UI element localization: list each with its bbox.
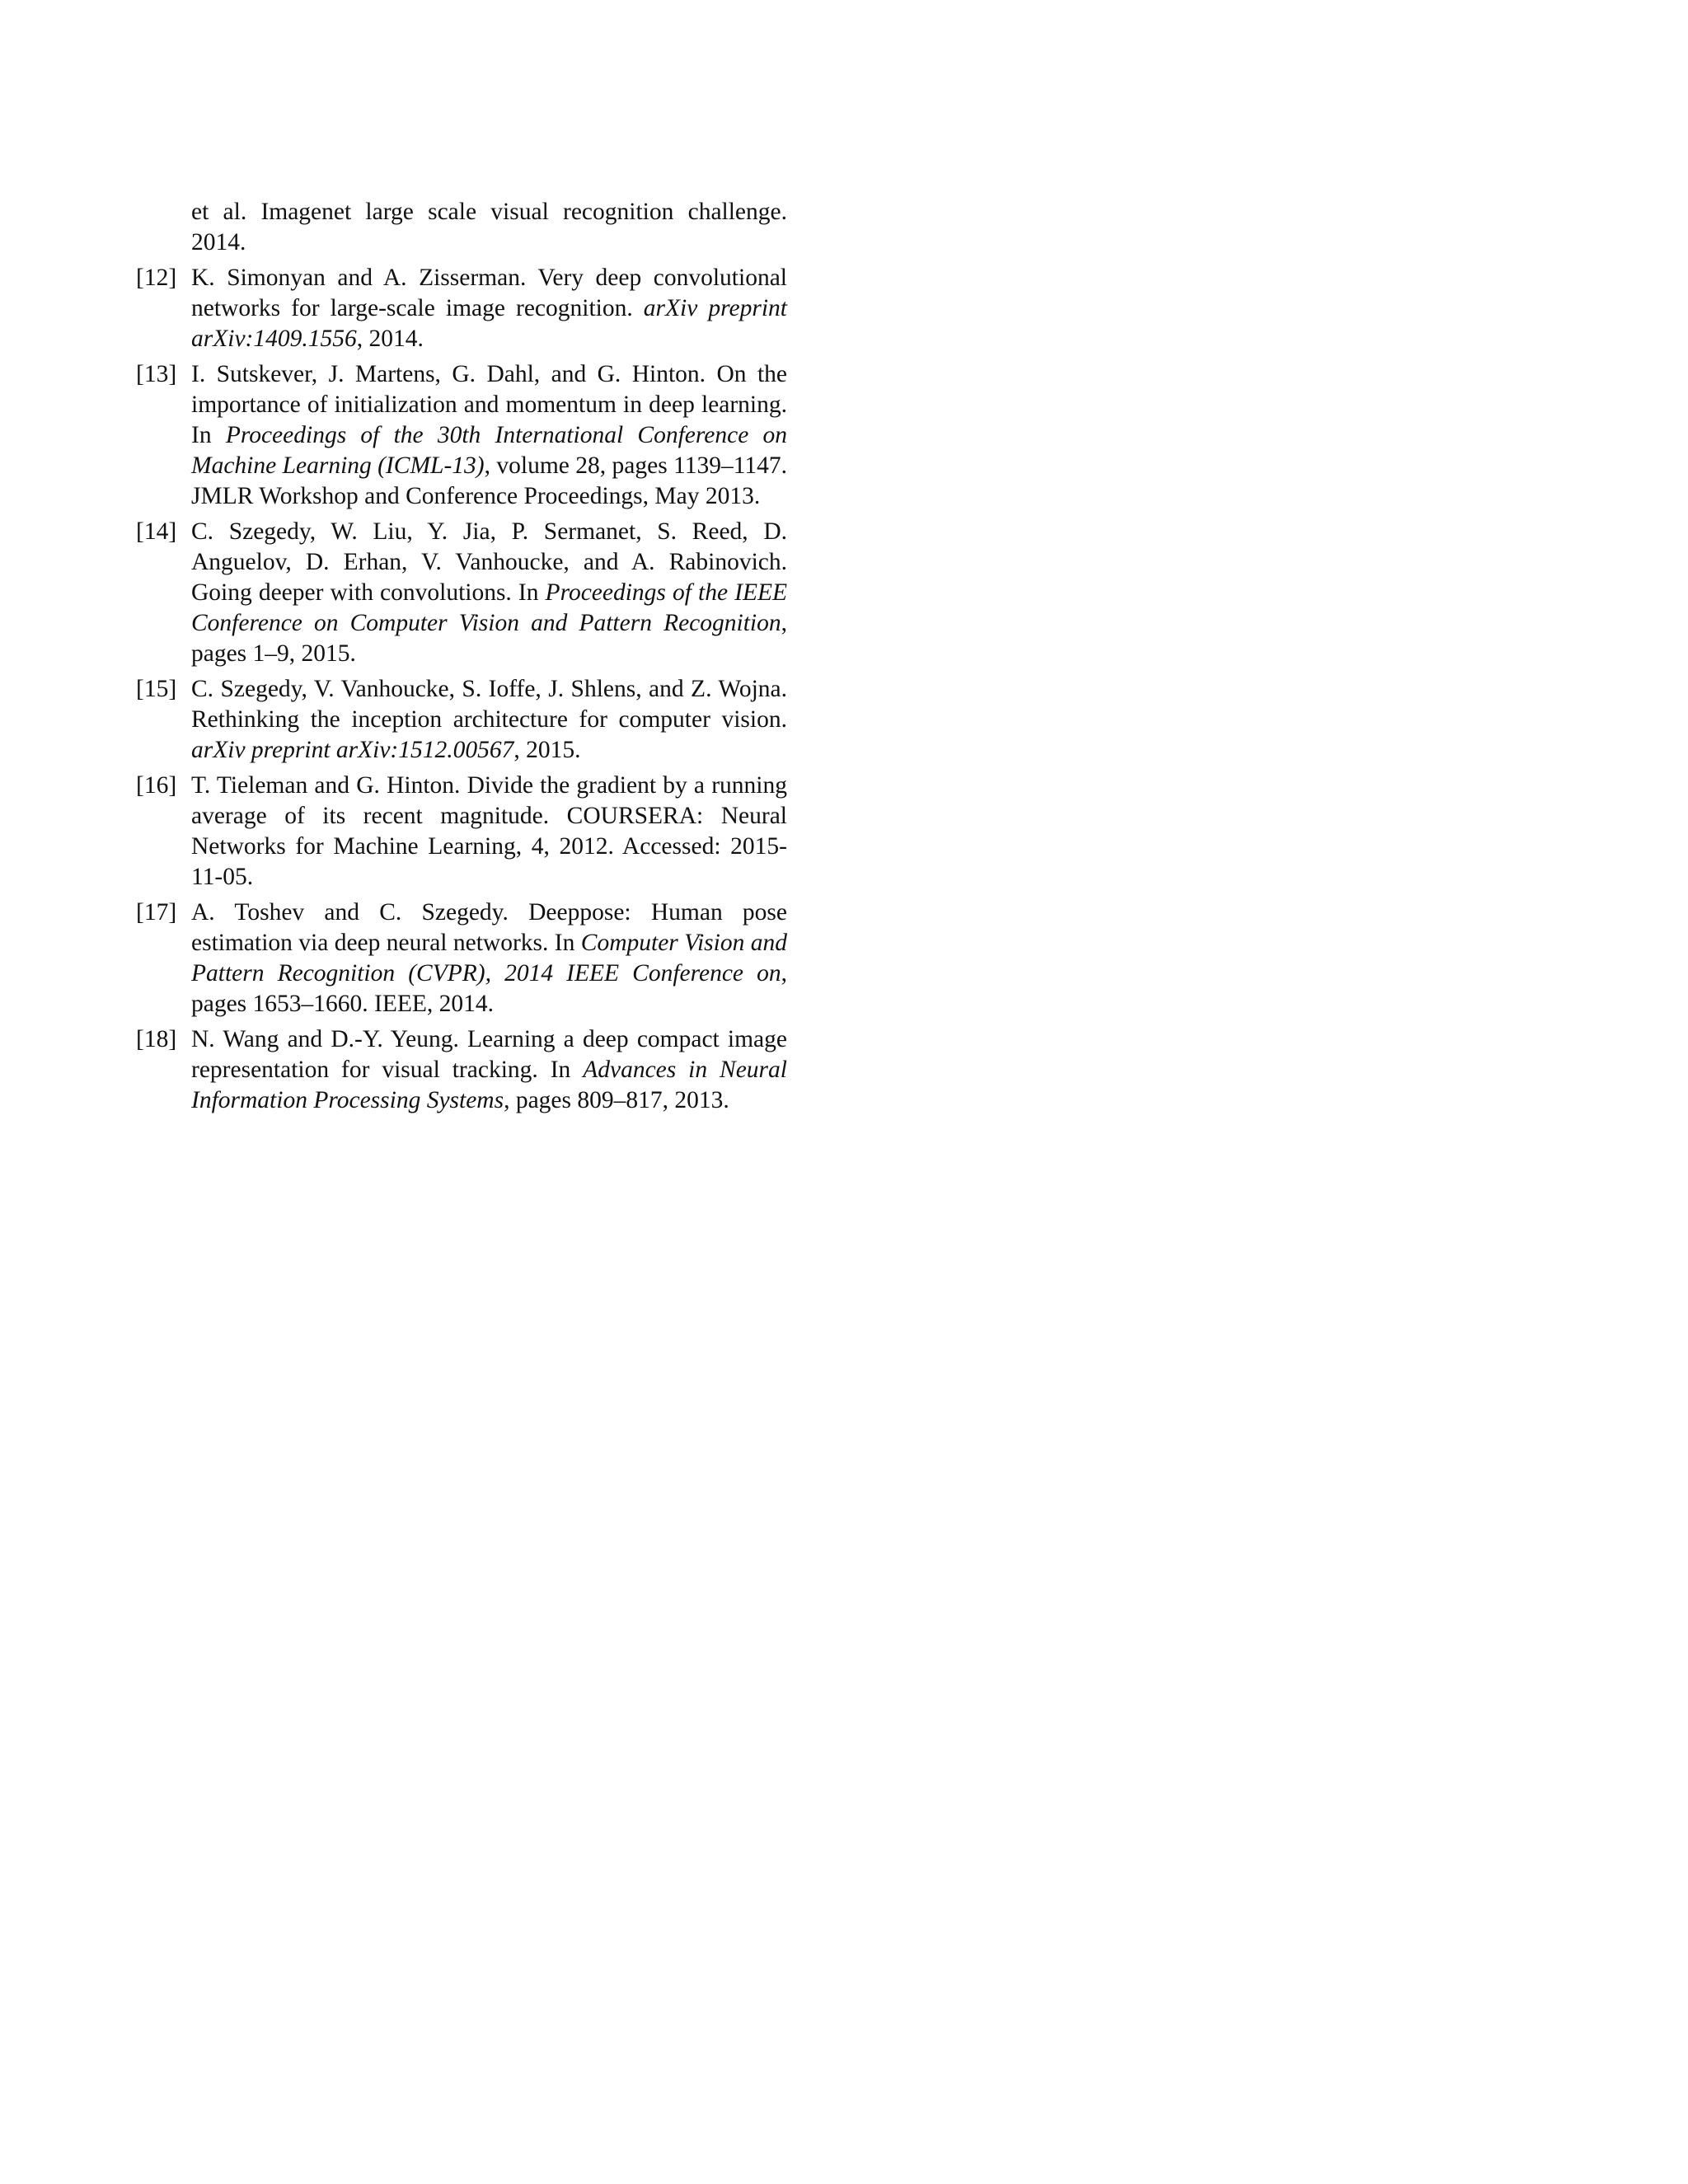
- reference-item: [136, 898, 787, 1019]
- reference-text: et al. Imagenet large scale visual recognition challenge. 2014.: [191, 199, 787, 255]
- reference-text: , pages 1653–1660. IEEE, 2014.: [191, 960, 787, 1017]
- reference-text: C. Szegedy, W. Liu, Y. Jia, P. Sermanet, S. Reed, D. Anguelov, D. Erhan, V. Vanhoucke, and A. Rabinovich. Going deeper with convolutions. In: [191, 518, 787, 606]
- reference-item: [136, 1024, 787, 1116]
- reference-text: , pages 1–9, 2015.: [191, 610, 787, 667]
- reference-number: [15]: [136, 676, 177, 702]
- reference-item: [136, 197, 787, 258]
- reference-number: [13]: [136, 361, 177, 387]
- reference-text: A. Toshev and C. Szegedy. Deeppose: Human pose estimation via deep neural networks. In: [191, 899, 787, 956]
- reference-text: K. Simonyan and A. Zisserman. Very deep convolutional networks for large-scale image recognition.: [191, 265, 787, 321]
- reference-venue: Proceedings of the IEEE Conference on Computer Vision and Pattern Recognition: [191, 579, 788, 636]
- reference-text: N. Wang and D.-Y. Yeung. Learning a deep compact image representation for visual tracking. In: [191, 1026, 787, 1083]
- reference-list: [136, 197, 787, 1121]
- reference-text: , volume 28, pages 1139–1147. JMLR Workshop and Conference Proceedings, May 2013.: [191, 452, 787, 509]
- reference-item: [136, 674, 787, 766]
- reference-number: [17]: [136, 899, 177, 926]
- reference-item: [136, 771, 787, 893]
- reference-text: , pages 809–817, 2013.: [504, 1087, 729, 1113]
- reference-number: [12]: [136, 265, 177, 291]
- reference-text: C. Szegedy, V. Vanhoucke, S. Ioffe, J. Shlens, and Z. Wojna. Rethinking the inception architecture for computer vision.: [191, 676, 787, 733]
- reference-venue: arXiv preprint arXiv:1409.1556: [191, 295, 787, 352]
- reference-number: [14]: [136, 518, 177, 545]
- reference-number: [16]: [136, 772, 177, 799]
- reference-venue: arXiv preprint arXiv:1512.00567: [191, 737, 514, 763]
- reference-text: , 2014.: [356, 326, 424, 352]
- reference-item: [136, 263, 787, 354]
- reference-venue: Computer Vision and Pattern Recognition (CVPR), 2014 IEEE Conference on: [191, 930, 787, 987]
- reference-text: I. Sutskever, J. Martens, G. Dahl, and G. Hinton. On the importance of initialization and momentum in deep learning. In: [191, 361, 787, 448]
- reference-item: [136, 359, 787, 512]
- reference-text: , 2015.: [513, 737, 581, 763]
- reference-text: T. Tieleman and G. Hinton. Divide the gradient by a running average of its recent magnitude. COURSERA: Neural Networks for Machine Learning, 4, 2012. Accessed: 2015-11-05.: [191, 772, 787, 890]
- reference-venue: Advances in Neural Information Processing Systems: [191, 1057, 787, 1113]
- reference-venue: Proceedings of the 30th International Conference on Machine Learning (ICML-13): [191, 422, 788, 479]
- reference-number: [18]: [136, 1026, 177, 1052]
- reference-item: [136, 517, 787, 669]
